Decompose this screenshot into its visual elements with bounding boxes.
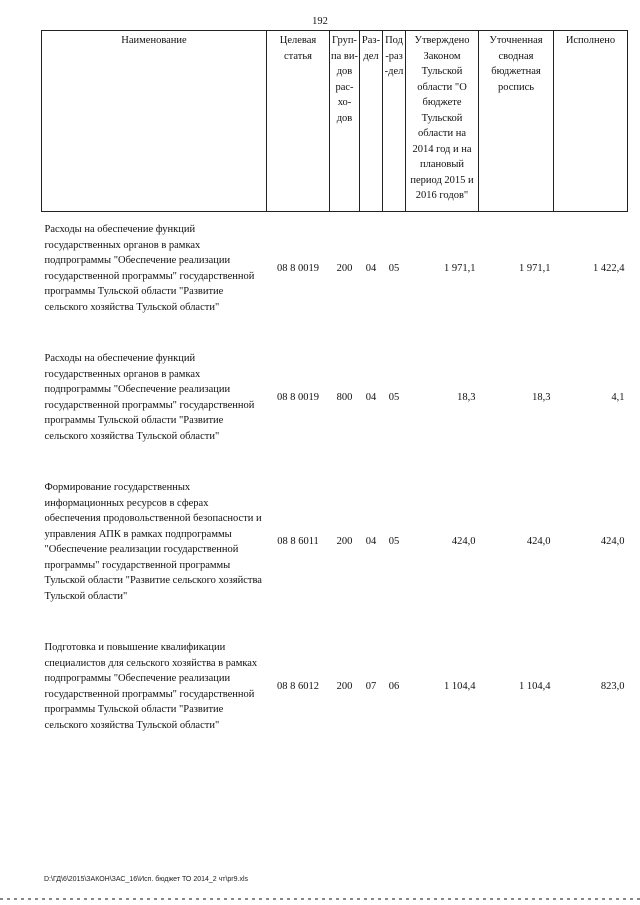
row-subsection: 05 bbox=[388, 536, 400, 548]
row-subsection: 05 bbox=[388, 262, 400, 274]
row-subsection: 05 bbox=[388, 391, 400, 403]
header-name: Наименование bbox=[42, 31, 267, 212]
row-section: 04 bbox=[365, 536, 377, 548]
row-updated: 18,3 bbox=[532, 391, 551, 403]
row-approved: 18,3 bbox=[457, 391, 476, 403]
row-target-article: 08 8 6012 bbox=[277, 680, 319, 692]
row-target-article: 08 8 6011 bbox=[277, 536, 319, 548]
header-approved: Утверждено Законом Тульской области "О бюджете Тульской области на 2014 год и на плановый период 2015 и 2016 годов" bbox=[406, 31, 479, 212]
row-updated: 424,0 bbox=[526, 536, 551, 548]
row-target-article: 08 8 0019 bbox=[277, 262, 319, 274]
scan-edge-line bbox=[0, 898, 640, 900]
header-updated: Уточненная сводная бюджетная роспись bbox=[479, 31, 554, 212]
row-section: 04 bbox=[365, 262, 377, 274]
row-approved: 424,0 bbox=[451, 536, 476, 548]
row-updated: 1 971,1 bbox=[519, 262, 551, 274]
row-expense-group: 800 bbox=[336, 391, 353, 403]
row-executed: 1 422,4 bbox=[593, 262, 625, 274]
table-row bbox=[42, 345, 628, 474]
row-name: Формирование государственных информационных ресурсов в сферах обеспечения продовольственной безопасности и управления АПК в рамках подпрограммы "Обеспечение реализации государственной программы" государственной программы Тульской области "Развитие сельского хозяйства Тульской области" bbox=[44, 482, 262, 602]
row-expense-group: 200 bbox=[336, 262, 353, 274]
header-expense-group: Груп-па ви-дов рас-хо-дов bbox=[330, 31, 360, 212]
row-name: Расходы на обеспечение функций государственных органов в рамках подпрограммы "Обеспечение реализации государственной программы" государственной программы Тульской области "Развитие сельского хозяйства Тульской области" bbox=[44, 353, 255, 442]
table-row bbox=[42, 474, 628, 634]
file-path-footer: D:\ГД\6\2015\ЗАКОН\ЗАС_16\Исп. бюджет ТО 2014_2 чт\pr9.xls bbox=[44, 876, 249, 883]
row-subsection: 06 bbox=[388, 680, 400, 692]
header-subsection: Под-раз-дел bbox=[383, 31, 406, 212]
row-target-article: 08 8 0019 bbox=[277, 391, 319, 403]
row-approved: 1 104,4 bbox=[444, 680, 476, 692]
row-updated: 1 104,4 bbox=[519, 680, 551, 692]
table-row bbox=[42, 634, 628, 763]
row-name: Подготовка и повышение квалификации специалистов для сельского хозяйства в рамках подпрограммы "Обеспечение реализации государственной программы" государственной программы Тульской области "Развитие сельского хозяйства Тульской области" bbox=[44, 642, 258, 731]
row-executed: 4,1 bbox=[611, 391, 625, 403]
page-number: 192 bbox=[312, 16, 328, 27]
row-expense-group: 200 bbox=[336, 680, 353, 692]
header-target-article: Целевая статья bbox=[267, 31, 330, 212]
budget-table bbox=[41, 30, 628, 763]
row-section: 04 bbox=[365, 391, 377, 403]
table-header bbox=[42, 31, 628, 212]
row-approved: 1 971,1 bbox=[444, 262, 476, 274]
row-executed: 424,0 bbox=[600, 536, 625, 548]
row-expense-group: 200 bbox=[336, 536, 353, 548]
row-section: 07 bbox=[365, 680, 377, 692]
row-executed: 823,0 bbox=[600, 680, 625, 692]
header-executed: Исполнено bbox=[554, 31, 628, 212]
row-name: Расходы на обеспечение функций государственных органов в рамках подпрограммы "Обеспечение реализации государственной программы" государственной программы Тульской области "Развитие сельского хозяйства Тульской области" bbox=[44, 224, 255, 313]
header-section: Раз-дел bbox=[360, 31, 383, 212]
table-row bbox=[42, 216, 628, 345]
